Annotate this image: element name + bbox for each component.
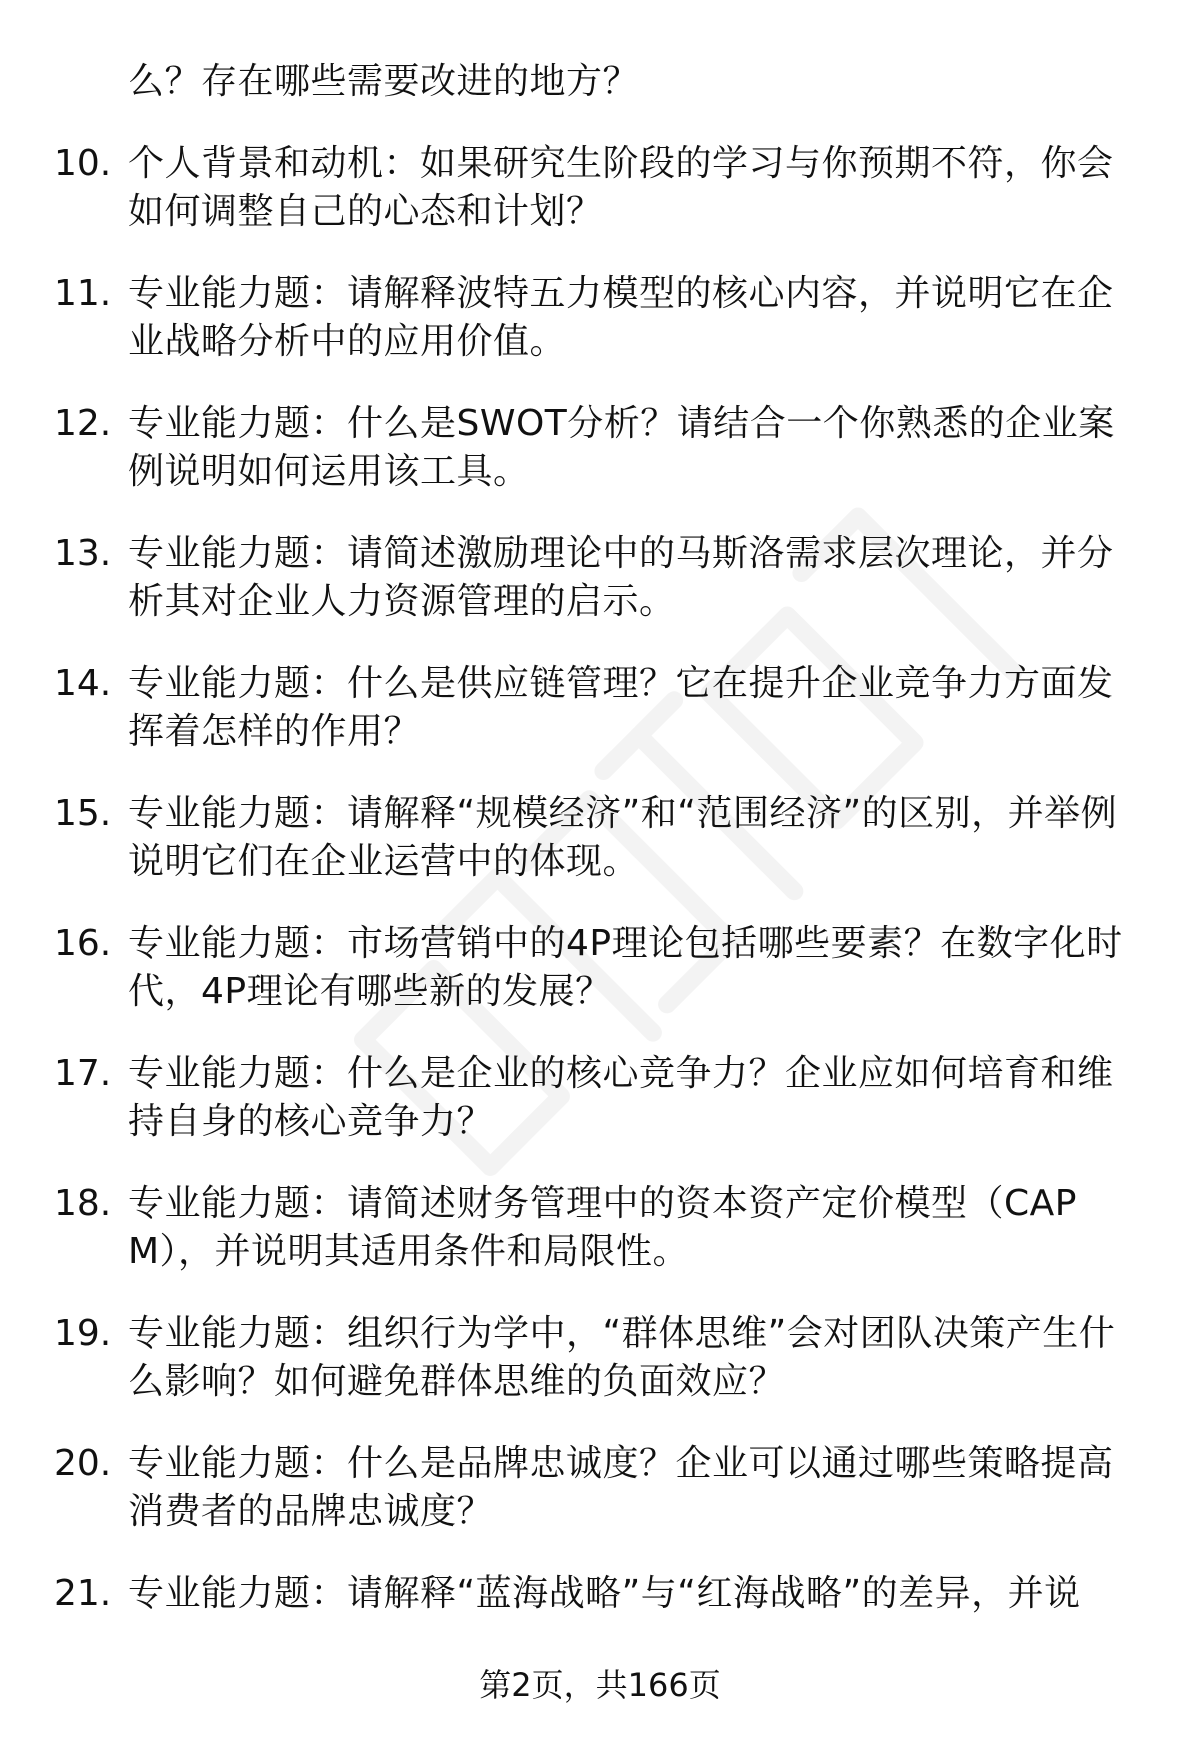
question-item-16 <box>54 920 1144 1016</box>
question-text: 专业能力题：请简述财务管理中的资本资产定价模型（CAPM），并说明其适用条件和局限性。 <box>128 1183 1077 1272</box>
page-footer: 第2页，共166页 <box>479 1666 721 1704</box>
question-text: 专业能力题：什么是品牌忠诚度？企业可以通过哪些策略提高消费者的品牌忠诚度？ <box>128 1443 1114 1532</box>
question-text: 个人背景和动机：如果研究生阶段的学习与你预期不符，你会如何调整自己的心态和计划？ <box>128 143 1114 232</box>
question-item-17 <box>54 1050 1144 1146</box>
question-number: 13. <box>54 533 112 574</box>
question-number: 21. <box>54 1573 112 1614</box>
question-text: 专业能力题：市场营销中的4P理论包括哪些要素？在数字化时代，4P理论有哪些新的发展？ <box>128 923 1123 1012</box>
question-text: 专业能力题：请解释“规模经济”和“范围经济”的区别，并举例说明它们在企业运营中的体现。 <box>128 793 1118 882</box>
question-number: 14. <box>54 663 112 704</box>
question-text: 专业能力题：请解释“蓝海战略”与“红海战略”的差异，并说 <box>128 1573 1081 1614</box>
question-number: 19. <box>54 1313 112 1354</box>
question-number: 12. <box>54 403 112 444</box>
question-item-10 <box>54 140 1144 236</box>
question-number: 15. <box>54 793 112 834</box>
question-item-18 <box>54 1180 1144 1276</box>
question-number: 10. <box>54 143 112 184</box>
question-item-15 <box>54 790 1144 886</box>
question-item-11 <box>54 270 1144 366</box>
question-number: 20. <box>54 1443 112 1484</box>
question-number: 17. <box>54 1053 112 1094</box>
question-text: 专业能力题：组织行为学中，“群体思维”会对团队决策产生什么影响？如何避免群体思维的负面效应？ <box>128 1313 1116 1402</box>
question-item-14 <box>54 660 1144 756</box>
question-number: 11. <box>54 273 112 314</box>
question-text: 专业能力题：什么是供应链管理？它在提升企业竞争力方面发挥着怎样的作用？ <box>128 663 1114 752</box>
question-item-19 <box>54 1310 1144 1406</box>
question-text: 专业能力题：什么是SWOT分析？请结合一个你熟悉的企业案例说明如何运用该工具。 <box>128 403 1115 492</box>
question-item-21 <box>54 1570 1144 1666</box>
question-item-20 <box>54 1440 1144 1536</box>
question-item-12 <box>54 400 1144 496</box>
question-item-13 <box>54 530 1144 626</box>
question-number: 18. <box>54 1183 112 1224</box>
question-number: 16. <box>54 923 112 964</box>
question-list <box>54 58 1144 1666</box>
question-text: 专业能力题：什么是企业的核心竞争力？企业应如何培育和维持自身的核心竞争力？ <box>128 1053 1114 1142</box>
question-text: 专业能力题：请解释波特五力模型的核心内容，并说明它在企业战略分析中的应用价值。 <box>128 273 1114 362</box>
continued-question-line: 么？存在哪些需要改进的地方？ <box>128 61 640 102</box>
question-text: 专业能力题：请简述激励理论中的马斯洛需求层次理论，并分析其对企业人力资源管理的启示。 <box>128 533 1114 622</box>
